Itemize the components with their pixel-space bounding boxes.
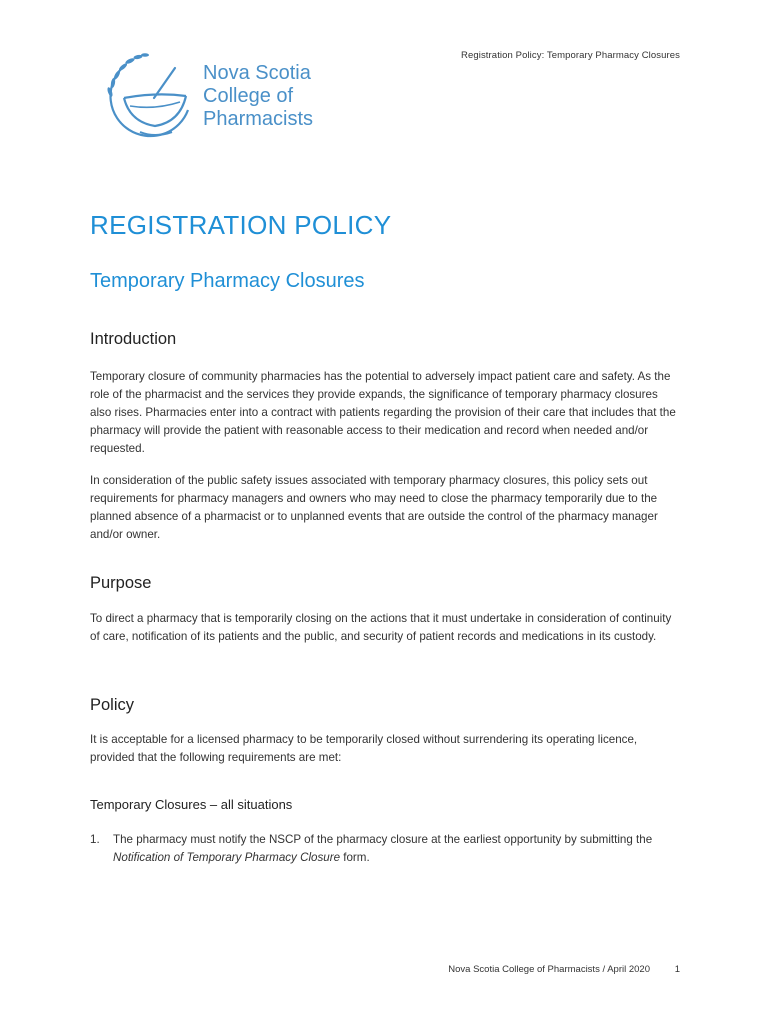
policy-heading: Policy	[90, 696, 135, 714]
introduction-paragraph-2: In consideration of the public safety issues associated with temporary pharmacy closures, this policy sets out requirements for pharmacy managers and owners who may need to close the pharmacy temporarily due to the planned absence of a pharmacist or to unplanned events that are outside the control of the pharmacy manager and/or owner.	[90, 474, 658, 541]
purpose-heading: Purpose	[90, 574, 152, 592]
footer-text: Nova Scotia College of Pharmacists / April 2020	[448, 964, 650, 975]
introduction-heading: Introduction	[90, 330, 177, 348]
form-name-italic: Notification of Temporary Pharmacy Closure	[113, 851, 341, 864]
mortar-and-pestle-icon	[100, 50, 200, 150]
list-item	[90, 831, 682, 867]
document-title: REGISTRATION POLICY	[90, 210, 392, 240]
logo-line-1: Nova Scotia	[203, 62, 311, 84]
page-number: 1	[674, 964, 680, 975]
logo-wordmark	[203, 62, 313, 131]
policy-paragraph: It is acceptable for a licensed pharmacy to be temporarily closed without surrendering its operating licence, provided that the following requirements are met:	[90, 733, 638, 764]
list-item-text-after: form.	[340, 851, 370, 864]
temporary-closures-subheading: Temporary Closures – all situations	[90, 797, 293, 812]
list-item-text	[113, 831, 682, 867]
list-item-number: 1.	[90, 833, 100, 846]
list-item-text-before: The pharmacy must notify the NSCP of the pharmacy closure at the earliest opportunity by submitting the	[113, 833, 653, 846]
college-logo	[100, 50, 330, 150]
logo-line-3: Pharmacists	[203, 108, 314, 130]
purpose-paragraph: To direct a pharmacy that is temporarily closing on the actions that it must undertake in consideration of continuity of care, notification of its patients and the public, and security of patient records and medications in its custody.	[90, 612, 672, 643]
running-header: Registration Policy: Temporary Pharmacy Closures	[461, 50, 680, 61]
introduction-paragraph-1: Temporary closure of community pharmacies has the potential to adversely impact patient care and safety. As the role of the pharmacist and the services they provide expands, the significance of temporary pharmacy closures also rises. Pharmacies enter into a contract with patients regarding the provision of their care that includes that the pharmacy will provide the patient with reasonable access to their medication and record when needed and/or requested.	[90, 370, 676, 455]
document-subtitle: Temporary Pharmacy Closures	[90, 270, 365, 292]
logo-line-2: College of	[203, 85, 294, 107]
